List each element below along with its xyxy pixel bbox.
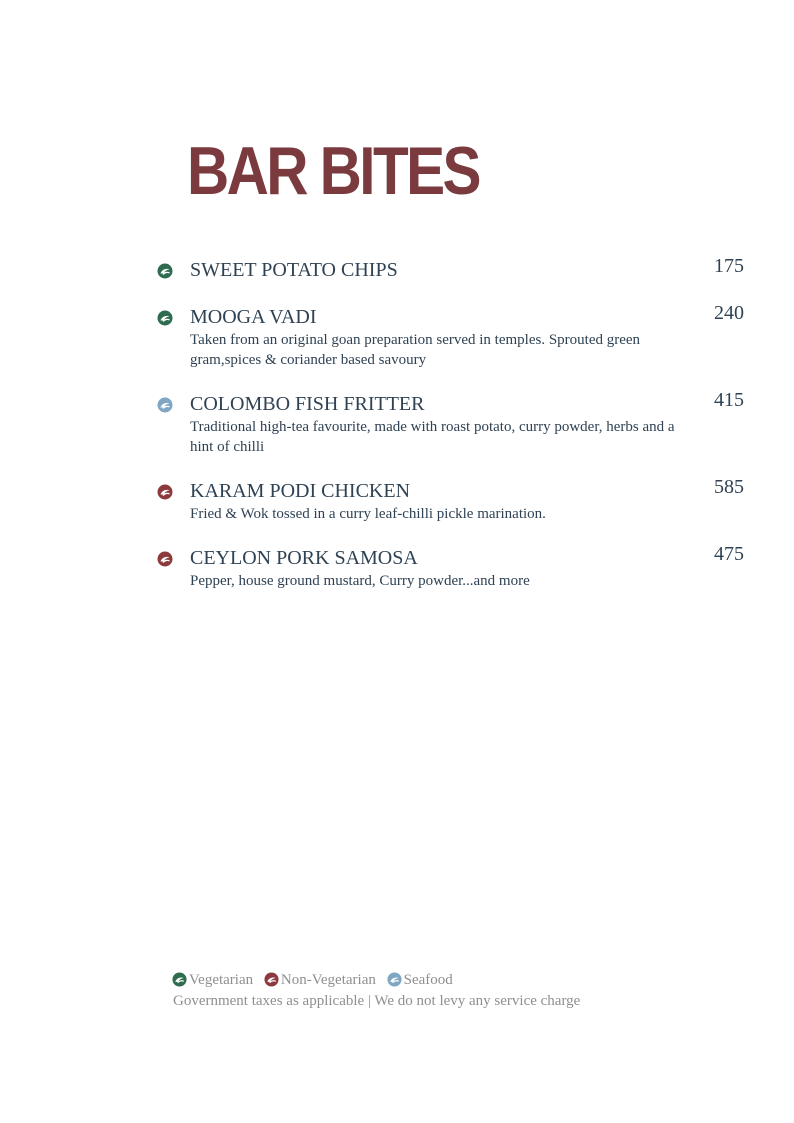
- item-price: 475: [714, 543, 744, 565]
- item-description: Fried & Wok tossed in a curry leaf-chilli pickle marination.: [190, 506, 546, 522]
- item-price: 175: [714, 255, 744, 277]
- item-name: CEYLON PORK SAMOSA: [190, 547, 418, 569]
- item-name: MOOGA VADI: [190, 306, 317, 328]
- item-description: Traditional high-tea favourite, made with roast potato, curry powder, herbs and a hint of chilli: [190, 419, 675, 455]
- seafood-icon: [157, 397, 173, 413]
- tax-note: Government taxes as applicable | We do not levy any service charge: [173, 993, 581, 1009]
- legend-non-vegetarian: [264, 970, 376, 991]
- item-price: 585: [714, 476, 744, 498]
- legend-label: Seafood: [403, 972, 453, 989]
- vegetarian-icon: [157, 263, 173, 279]
- non-vegetarian-icon: [157, 551, 173, 567]
- legend-label: Vegetarian: [189, 972, 254, 989]
- legend-label: Non-Vegetarian: [280, 972, 376, 989]
- item-description: Taken from an original goan preparation served in temples. Sprouted green gram,spices & coriander based savoury: [190, 332, 641, 368]
- item-name: SWEET POTATO CHIPS: [190, 259, 398, 281]
- diet-legend: [172, 970, 453, 991]
- vegetarian-icon: [157, 310, 173, 326]
- non-vegetarian-icon: [264, 972, 279, 987]
- legend-vegetarian: [172, 970, 253, 991]
- vegetarian-icon: [172, 972, 187, 987]
- legend-seafood: [387, 970, 453, 991]
- item-name: COLOMBO FISH FRITTER: [190, 393, 425, 415]
- page-title: BAR BITES: [187, 133, 479, 209]
- item-price: 415: [714, 389, 744, 411]
- item-name: KARAM PODI CHICKEN: [190, 480, 411, 502]
- item-description: Pepper, house ground mustard, Curry powder...and more: [190, 573, 530, 589]
- item-price: 240: [714, 302, 744, 324]
- non-vegetarian-icon: [157, 484, 173, 500]
- seafood-icon: [387, 972, 402, 987]
